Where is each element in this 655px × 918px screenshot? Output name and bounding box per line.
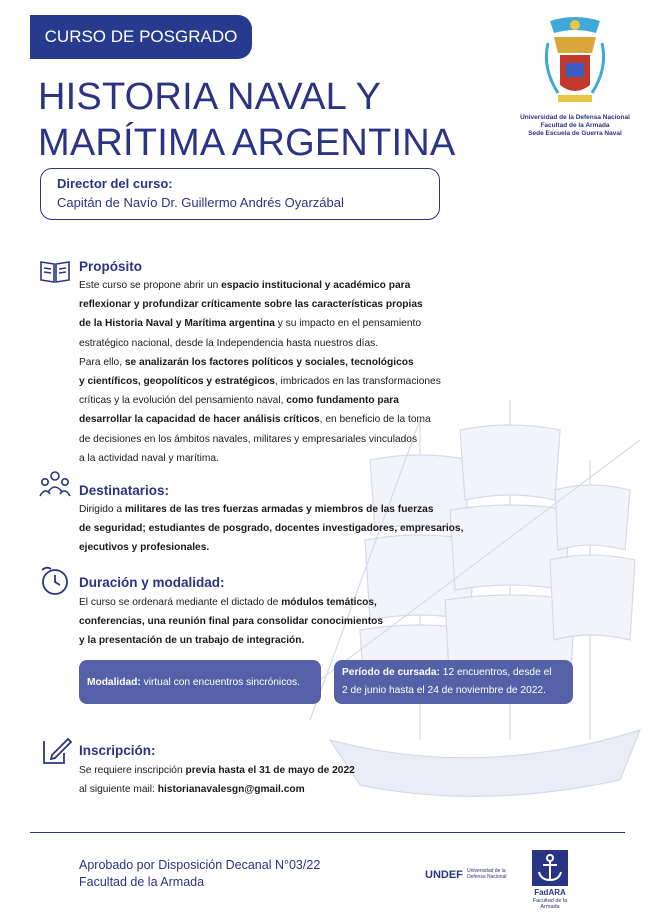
- fadara-subtitle: Facultad de la Armada: [532, 898, 568, 910]
- proposito-line: desarrollar la capacidad de hacer análisis críticos, en beneficio de la toma: [79, 414, 431, 426]
- institution-name: Universidad de la Defensa Nacional Facultad de la Armada Sede Escuela de Guerra Naval: [520, 114, 630, 137]
- proposito-line: Para ello, se analizarán los factores políticos y sociales, tecnológicos: [79, 356, 414, 368]
- course-badge: CURSO DE POSGRADO: [30, 15, 252, 59]
- crest-icon: [540, 13, 610, 108]
- proposito-line: a la actividad naval y marítima.: [79, 452, 219, 464]
- fadara-logo-text: FadARA: [534, 888, 566, 897]
- title-line-1: HISTORIA NAVAL Y: [38, 76, 382, 118]
- destinatarios-title: Destinatarios:: [79, 483, 170, 498]
- clock-icon: [38, 564, 72, 598]
- people-group-icon: [38, 468, 72, 502]
- proposito-line: y científicos, geopolíticos y estratégicos, imbricados en las transformaciones: [79, 376, 441, 388]
- periodo-box: Período de cursada: 12 encuentros, desde el 2 de junio hasta el 24 de noviembre de 2022.: [334, 660, 573, 704]
- director-label: Director del curso:: [57, 176, 173, 191]
- title-line-2: MARÍTIMA ARGENTINA: [38, 122, 456, 164]
- email-link[interactable]: historianavalesgn@gmail.com: [157, 784, 305, 796]
- inscripcion-text: Se requiere inscripción previa hasta el 31 de mayo de 2022 al siguiente mail: historianavalesgn@gmail.com: [79, 765, 355, 796]
- undef-subtitle: Universidad de la Defensa Nacional: [467, 868, 507, 880]
- footer-divider: [30, 832, 625, 833]
- book-icon: [38, 254, 72, 288]
- proposito-line: estratégico nacional, desde la Independencia hasta nuestros días.: [79, 337, 379, 349]
- proposito-line: Este curso se propone abrir un espacio institucional y académico para: [79, 280, 411, 291]
- approval-text: Aprobado por Disposición Decanal N°03/22 Facultad de la Armada: [79, 858, 321, 889]
- director-name: Capitán de Navío Dr. Guillermo Andrés Oyarzábal: [57, 195, 344, 210]
- destinatarios-text: Dirigido a militares de las tres fuerzas armadas y miembros de las fuerzas de seguridad; estudiantes de posgrado, docentes investigadores, empresarios, ejecutivos y profesionales.: [79, 504, 464, 554]
- proposito-line: críticas y la evolución del pensamiento naval, como fundamento para: [79, 395, 399, 407]
- proposito-text: [79, 276, 441, 468]
- proposito-title: Propósito: [79, 259, 142, 274]
- duracion-title: Duración y modalidad:: [79, 575, 225, 590]
- proposito-line: de la Historia Naval y Marítima argentina y su impacto en el pensamiento: [79, 318, 422, 330]
- modalidad-box: Modalidad: virtual con encuentros sincrónicos.: [79, 660, 321, 704]
- page-title: [38, 74, 455, 166]
- anchor-icon: [532, 850, 568, 886]
- undef-logo: UNDEF: [425, 869, 463, 881]
- duracion-text: El curso se ordenará mediante el dictado de módulos temáticos, conferencias, una reunión final para consolidar conocimientos y la presentación de un trabajo de integración.: [79, 597, 383, 647]
- director-box: [40, 168, 440, 220]
- proposito-line: de decisiones en los ámbitos navales, militares y empresariales vinculados: [79, 433, 418, 445]
- proposito-line: reflexionar y profundizar críticamente sobre las características propias: [79, 299, 423, 311]
- edit-document-icon: [38, 733, 72, 767]
- inscripcion-title: Inscripción:: [79, 743, 156, 758]
